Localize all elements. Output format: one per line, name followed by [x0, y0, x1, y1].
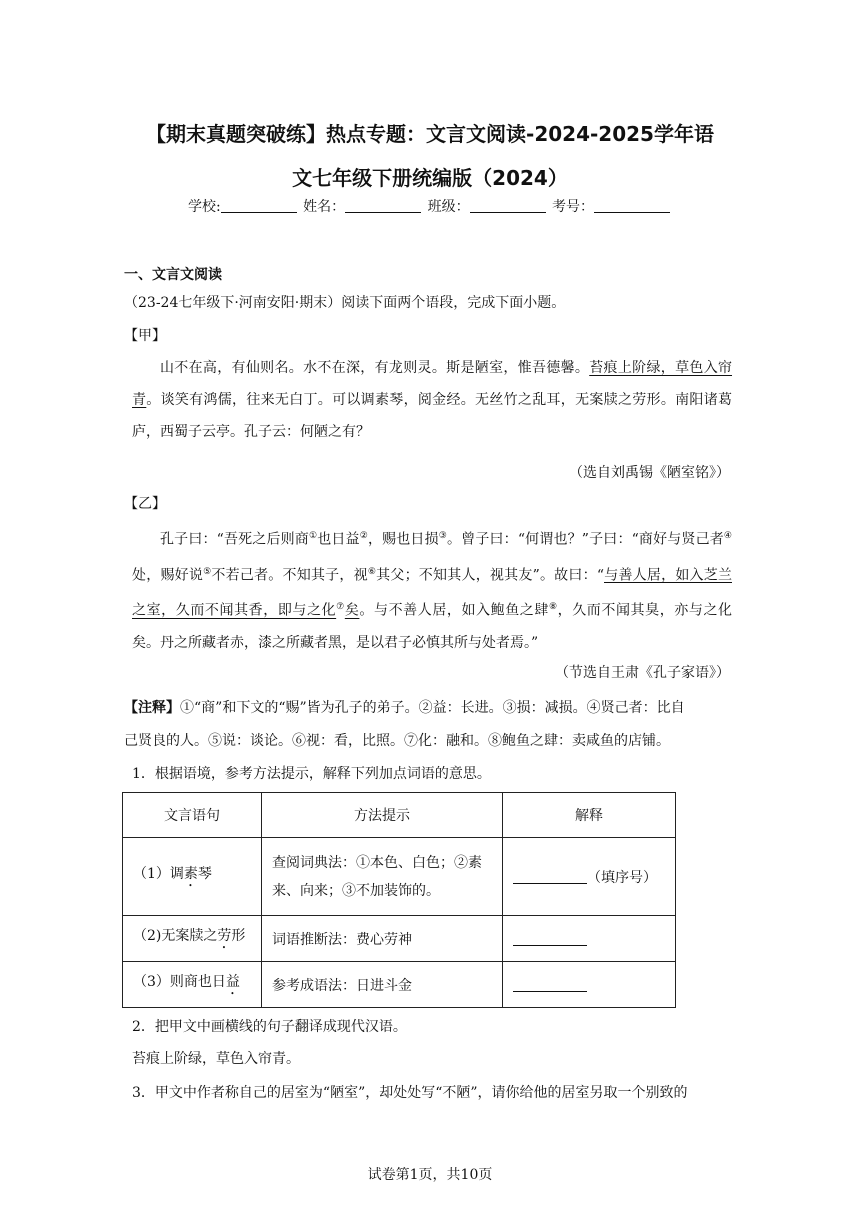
- title-line-2: 文七年级下册统编版（2024）: [292, 166, 568, 190]
- table-header: 解释: [503, 793, 676, 838]
- question-1: 1．根据语境，参考方法提示，解释下列加点词语的意思。: [132, 766, 491, 782]
- note-ref: ④: [723, 531, 732, 541]
- class-blank[interactable]: [470, 197, 546, 213]
- note-ref: ⑦: [336, 602, 345, 613]
- yi-text: 孔子曰：“吾死之后则商: [160, 531, 309, 548]
- yi-text: 不若己者。不知其子，视: [211, 567, 368, 584]
- answer-suffix: （填序号）: [587, 869, 657, 886]
- jia-label: 【甲】: [124, 328, 166, 344]
- page-title: [60, 112, 800, 200]
- sentence-cell: [123, 962, 262, 1008]
- sentence-text: 琴: [197, 866, 212, 882]
- table-row: [123, 916, 676, 962]
- note-ref: ②: [359, 531, 368, 541]
- yi-underlined-sentence: 与善人居，如入芝兰之室，久而不闻其香，即与之化: [132, 567, 732, 619]
- answer-cell: [503, 962, 676, 1008]
- answer-cell: [503, 838, 676, 916]
- question-2-sentence: 苔痕上阶绿，草色入帘青。: [132, 1051, 300, 1067]
- school-label: 学校:: [187, 199, 221, 215]
- table-row: [123, 962, 676, 1008]
- jia-passage: [132, 352, 732, 448]
- notes-line-2: 己贤良的人。⑤说：谈论。⑥视：看，比照。⑦化：融和。⑧鲍鱼之肆：卖咸鱼的店铺。: [124, 733, 670, 749]
- dotted-word: 益: [225, 974, 240, 990]
- yi-text: ，久而不闻其臭，亦与之化矣。丹之所藏者赤，漆之所藏者黑，是以君子必慎其所与处者焉。”: [132, 602, 733, 651]
- answer-cell: [503, 916, 676, 962]
- note-ref: ①: [308, 531, 318, 541]
- class-label: 班级：: [427, 199, 470, 215]
- yi-label: 【乙】: [124, 496, 166, 512]
- note-ref: ⑧: [548, 602, 558, 613]
- table-header-row: [123, 793, 676, 838]
- exam-no-blank[interactable]: [594, 197, 670, 213]
- sentence-cell: [123, 916, 262, 962]
- section-intro: （23-24七年级下·河南安阳·期末）阅读下面两个语段，完成下面小题。: [124, 295, 566, 311]
- jia-underlined-sentence: 苔痕上阶绿，草色入帘青: [132, 360, 733, 408]
- jia-text-b: 。谈笑有鸿儒，往来无白丁。可以调素琴，阅金经。无丝竹之乱耳，无案牍之劳形。南阳诸葛庐，西蜀子云亭。孔子云：何陋之有？: [132, 392, 733, 440]
- note-ref: ⑤: [203, 566, 212, 577]
- yi-text: 。与不善人居，如入鲍鱼之肆: [359, 602, 549, 619]
- page-footer: 试卷第1页，共10页: [367, 1167, 493, 1183]
- hint-cell: 参考成语法：日进斗金: [262, 962, 503, 1008]
- sentence-text: （3）则商也日: [133, 974, 226, 990]
- sentence-text: （2)无案牍之: [133, 928, 218, 944]
- note-ref: ③: [438, 531, 447, 541]
- notes: [124, 697, 685, 719]
- sentence-text: （1）调: [133, 866, 184, 882]
- note-ref: ⑥: [367, 566, 377, 577]
- hint-cell: 查阅词典法：①本色、白色；②素来、向来；③不加装饰的。: [262, 838, 503, 916]
- dotted-word: 劳: [217, 928, 232, 944]
- yi-text: 。曾子曰：“何谓也？”子曰：“商好与贤己者: [447, 531, 724, 548]
- yi-text: 处，赐好说: [132, 567, 204, 584]
- hint-cell: 词语推断法：费心劳神: [262, 916, 503, 962]
- exam-no-label: 考号：: [552, 199, 595, 215]
- school-blank[interactable]: [221, 197, 297, 213]
- sentence-text: 形: [231, 928, 246, 944]
- question-2: 2．把甲文中画横线的句子翻译成现代汉语。: [132, 1019, 407, 1035]
- student-info: [0, 196, 860, 218]
- yi-underlined-end: 矣: [344, 602, 360, 619]
- method-table: [122, 792, 676, 1008]
- title-line-1: 【期末真题突破练】热点专题：文言文阅读-2024-2025学年语: [146, 122, 714, 146]
- answer-blank[interactable]: [513, 929, 587, 946]
- notes-label: 【注释】: [124, 700, 180, 716]
- answer-blank[interactable]: [513, 975, 587, 992]
- jia-source: （选自刘禹锡《陋室铭》）: [569, 465, 730, 481]
- jia-text-a: 山不在高，有仙则名。水不在深，有龙则灵。斯是陋室，惟吾德馨。: [160, 360, 590, 376]
- yi-text: 其父；不知其人，视其友”。故曰：“: [376, 567, 604, 584]
- yi-source: （节选自王肃《孔子家语》）: [555, 665, 730, 681]
- question-3: 3．甲文中作者称自己的居室为“陋室”，却处处写“不陋”，请你给他的居室另取一个别致的: [132, 1085, 688, 1101]
- table-row: [123, 838, 676, 916]
- yi-text: 也日益: [317, 531, 360, 548]
- name-label: 姓名：: [303, 199, 346, 215]
- name-blank[interactable]: [345, 197, 421, 213]
- yi-passage: [132, 520, 732, 659]
- dotted-word: 素: [183, 866, 198, 882]
- section-heading: 一、文言文阅读: [124, 267, 222, 283]
- notes-line-1: ①“商”和下文的“赐”皆为孔子的弟子。②益：长进。③损：减损。④贤己者：比自: [180, 700, 685, 716]
- yi-text: ，赐也日损: [367, 531, 439, 548]
- answer-blank[interactable]: [513, 867, 587, 884]
- table-header: 文言语句: [123, 793, 262, 838]
- table-header: 方法提示: [262, 793, 503, 838]
- sentence-cell: [123, 838, 262, 916]
